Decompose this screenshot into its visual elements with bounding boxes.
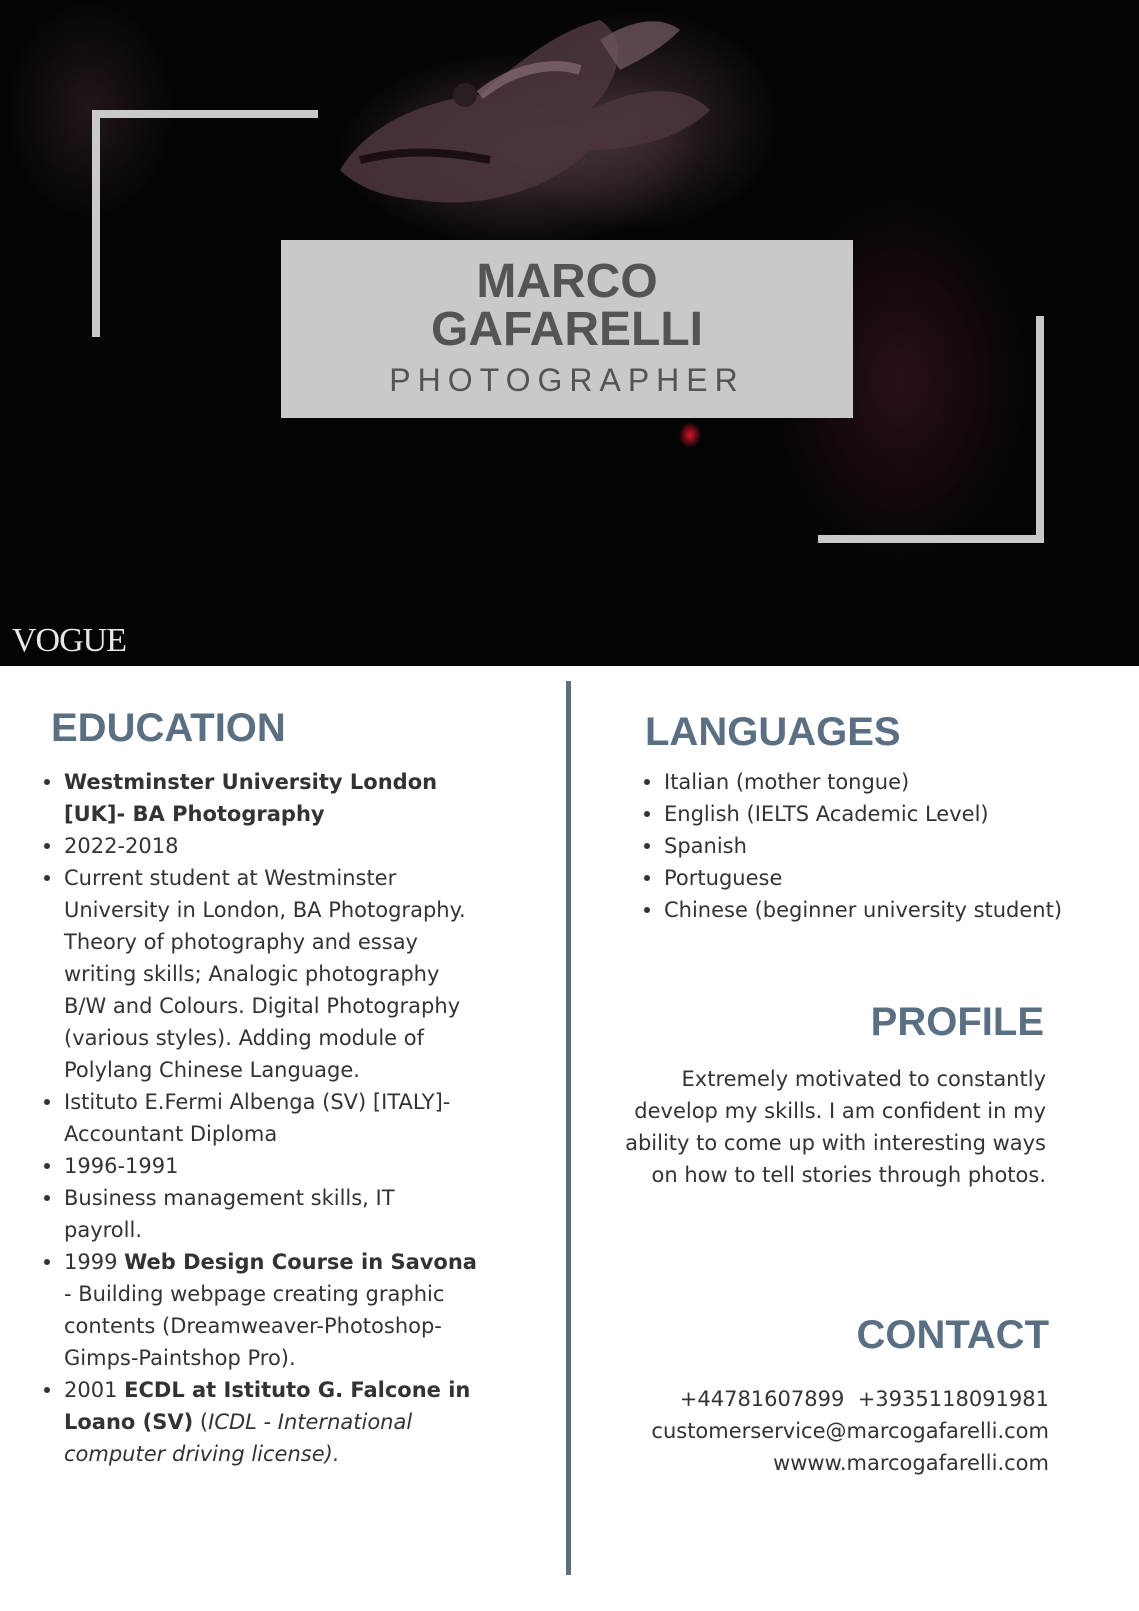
languages-heading: LANGUAGES bbox=[645, 710, 901, 754]
education-item-7-bold: Web Design Course in Savona bbox=[124, 1250, 477, 1274]
website-link[interactable]: wwww.marcogafarelli.com bbox=[773, 1451, 1049, 1475]
profile-text: Extremely motivated to constantly develop my skills. I am confident in my ability to come up with interesting ways on how to tell stories through photos. bbox=[625, 1067, 1046, 1187]
contact-block bbox=[569, 1383, 1049, 1479]
frame-corner-bottom-right-horizontal bbox=[818, 535, 1044, 543]
education-item-7-post: - Building webpage creating graphic contents (Dreamweaver-Photoshop-Gimps-Paintshop Pro). bbox=[64, 1282, 445, 1370]
phone-numbers bbox=[569, 1383, 1049, 1415]
role-subtitle: PHOTOGRAPHER bbox=[389, 362, 745, 398]
name-line-2: GAFARELLI bbox=[431, 303, 703, 356]
name-title bbox=[281, 255, 853, 356]
email-link[interactable]: customerservice@marcogafarelli.com bbox=[651, 1419, 1049, 1443]
name-line-1: MARCO bbox=[476, 255, 658, 308]
education-item-8-pre: 2001 bbox=[64, 1378, 125, 1402]
list-item: 2022-2018 bbox=[38, 830, 478, 862]
list-item: Italian (mother tongue) bbox=[638, 766, 1108, 798]
horse-puppet-image bbox=[300, 0, 820, 280]
list-item: Portuguese bbox=[638, 862, 1108, 894]
contact-heading: CONTACT bbox=[856, 1313, 1049, 1357]
education-item-7-pre: 1999 bbox=[64, 1250, 125, 1274]
education-item-8-post: ( bbox=[193, 1410, 209, 1434]
frame-corner-bottom-right-vertical bbox=[1036, 316, 1044, 543]
education-heading: EDUCATION bbox=[51, 706, 286, 750]
frame-corner-top-left-horizontal bbox=[92, 110, 318, 118]
list-item bbox=[38, 1246, 478, 1374]
phone-uk[interactable]: +44781607899 bbox=[679, 1387, 845, 1411]
frame-corner-top-left-vertical bbox=[92, 110, 100, 337]
languages-list bbox=[638, 766, 1108, 926]
list-item: 1996-1991 bbox=[38, 1150, 478, 1182]
hero-photo bbox=[0, 0, 1139, 666]
list-item: Chinese (beginner university student) bbox=[638, 894, 1108, 926]
list-item bbox=[38, 1374, 478, 1470]
list-item: Istituto E.Fermi Albenga (SV) [ITALY]- Accountant Diploma bbox=[38, 1086, 478, 1150]
education-item-1-bold: Westminster University London [UK]- BA Photography bbox=[64, 770, 438, 826]
vogue-logo: VOGUE bbox=[12, 622, 126, 659]
phone-it[interactable]: +3935118091981 bbox=[857, 1387, 1049, 1411]
education-item-8-italic: ICDL - International computer driving license). bbox=[64, 1410, 413, 1466]
education-list bbox=[38, 766, 478, 1470]
list-item: Business management skills, IT payroll. bbox=[38, 1182, 478, 1246]
list-item bbox=[38, 766, 478, 830]
list-item: Current student at Westminster University in London, BA Photography. Theory of photography and essay writing skills; Analogic photography B/W and Colours. Digital Photography (various styles). Adding module of Polylang Chinese Language. bbox=[38, 862, 478, 1086]
name-banner bbox=[281, 240, 853, 418]
education-item-8-bold: ECDL at Istituto G. Falcone in Loano (SV) bbox=[64, 1378, 471, 1434]
profile-heading: PROFILE bbox=[870, 1000, 1044, 1044]
list-item: Spanish bbox=[638, 830, 1108, 862]
list-item: English (IELTS Academic Level) bbox=[638, 798, 1108, 830]
